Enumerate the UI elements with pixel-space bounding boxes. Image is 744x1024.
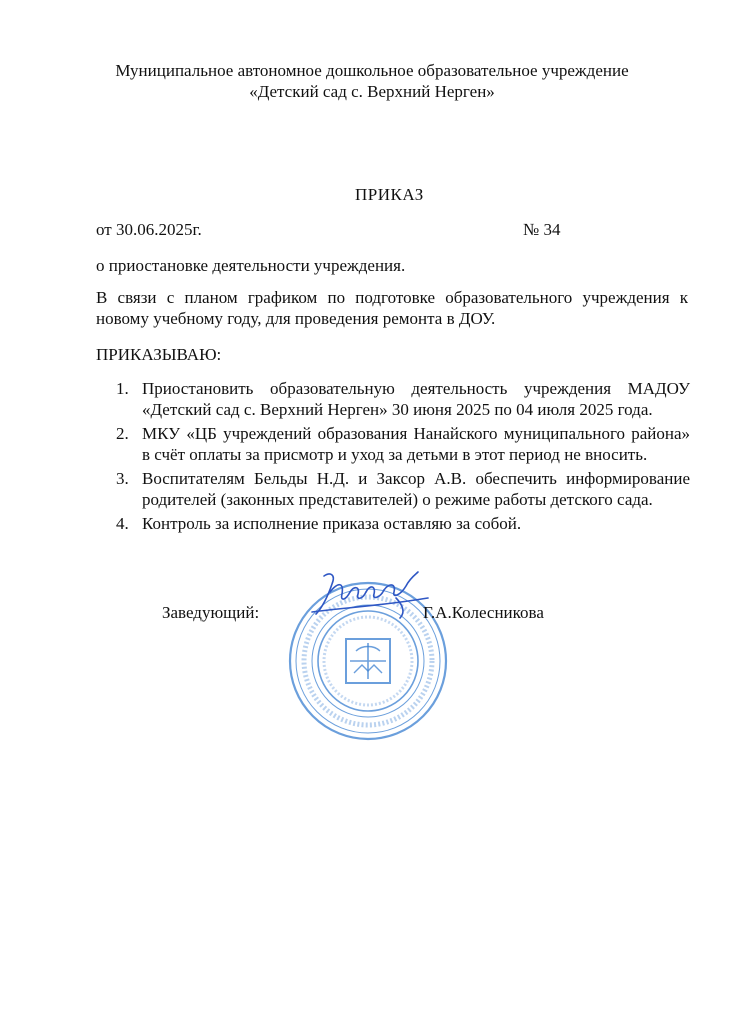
signer-name: Г.А.Колесникова (423, 603, 544, 622)
order-item-text: Приостановить образовательную деятельность учреждения МАДОУ «Детский сад с. Верхний Нерген» 30 июня 2025 по 04 июля 2025 года. (142, 379, 690, 419)
order-date: от 30.06.2025г. (96, 220, 202, 239)
signer-role: Заведующий: (162, 603, 260, 622)
order-intro: В связи с планом графиком по подготовке образовательного учреждения к новому учебному году, для проведения ремонта в ДОУ. (96, 288, 688, 328)
order-item-text: МКУ «ЦБ учреждений образования Нанайского муниципального района» в счёт оплаты за присмотр и уход за детьми в этот период не вносить. (142, 424, 690, 464)
order-title: ПРИКАЗ (355, 185, 424, 204)
order-item (116, 378, 690, 420)
order-item-number: 1. (116, 379, 129, 398)
order-item-number: 3. (116, 469, 129, 488)
order-item-text: Воспитателям Бельды Н.Д. и Заксор А.В. обеспечить информирование родителей (законных представителей) о режиме работы детского сада. (142, 469, 690, 509)
order-number: № 34 (523, 220, 561, 239)
institution-header (0, 60, 744, 102)
order-item (116, 468, 690, 510)
order-item (116, 423, 690, 465)
institution-name-line1: Муниципальное автономное дошкольное образовательное учреждение (115, 61, 629, 80)
handwritten-signature-icon (310, 568, 435, 620)
institution-name-line2: «Детский сад с. Верхний Нерген» (249, 82, 495, 101)
order-item-number: 2. (116, 424, 129, 443)
order-item-text: Контроль за исполнение приказа оставляю за собой. (142, 514, 522, 533)
decree-word: ПРИКАЗЫВАЮ: (96, 345, 222, 364)
order-items (116, 378, 690, 537)
order-item-number: 4. (116, 514, 129, 533)
order-item (116, 513, 690, 534)
order-subject: о приостановке деятельности учреждения. (96, 256, 406, 275)
